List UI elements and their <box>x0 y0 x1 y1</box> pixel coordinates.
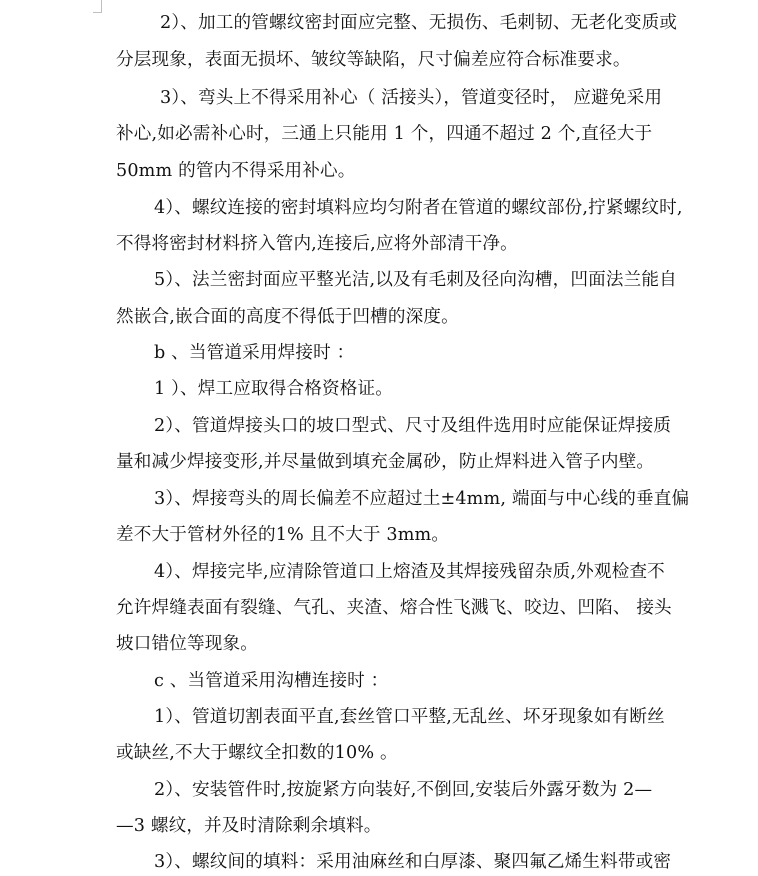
text-line: 2）、加工的管螺纹密封面应完整、无损伤、毛刺韧、无老化变质或 <box>160 13 678 33</box>
text-line: c 、当管道采用沟槽连接时 ： <box>154 671 389 691</box>
text-line: 4）、焊接完毕,应清除管道口上熔渣及其焊接残留杂质,外观检查不 <box>154 562 665 582</box>
text-line: —3 螺纹，并及时清除剩余填料。 <box>116 816 382 836</box>
text-line: 坡口错位等现象。 <box>116 634 258 654</box>
text-line: 1 ）、焊工应取得合格资格证。 <box>154 379 393 399</box>
text-line: 允许焊缝表面有裂缝、气孔、夹渣、熔合性飞溅飞、咬边、凹陷、 接头 <box>116 598 672 618</box>
text-line: 3）、螺纹间的填料：采用油麻丝和白厚漆、聚四氟乙烯生料带或密 <box>154 852 672 872</box>
text-line: 50mm 的管内不得采用补心。 <box>116 161 356 181</box>
text-line: 差不大于管材外径的1% 且不大于 3mm。 <box>116 525 450 545</box>
text-line: 5）、法兰密封面应平整光洁,以及有毛刺及径向沟槽，凹面法兰能自 <box>154 270 677 290</box>
text-line: b 、当管道采用焊接时 ： <box>154 343 355 363</box>
text-line: 1）、管道切割表面平直,套丝管口平整,无乱丝、坏牙现象如有断丝 <box>154 707 665 727</box>
text-line: 分层现象，表面无损坏、皱纹等缺陷，尺寸偏差应符合标准要求。 <box>116 50 631 70</box>
text-line: 3）、焊接弯头的周长偏差不应超过土±4mm, 端面与中心线的垂直偏 <box>154 489 690 509</box>
text-line: 补心,如必需补心时，三通上只能用 1 个，四通不超过 2 个,直径大于 <box>116 124 653 144</box>
text-line: 量和减少焊接变形,并尽量做到填充金属砂，防止焊料进入管子内壁。 <box>116 452 655 472</box>
text-line: 3）、弯头上不得采用补心（ 活接头），管道变径时， 应避免采用 <box>160 88 663 108</box>
text-line: 4）、螺纹连接的密封填料应均匀附者在管道的螺纹部份,拧紧螺纹时, <box>154 198 683 218</box>
text-line: 2）、管道焊接头口的坡口型式、尺寸及组件选用时应能保证焊接质 <box>154 416 672 436</box>
text-line: 或缺丝,不大于螺纹全扣数的10% 。 <box>116 743 398 763</box>
page-corner-mark <box>93 0 102 13</box>
text-line: 不得将密封材料挤入管内,连接后,应将外部清干净。 <box>116 234 518 254</box>
text-line: 然嵌合,嵌合面的高度不得低于凹槽的深度。 <box>116 307 459 327</box>
text-line: 2）、安装管件时,按旋紧方向装好,不倒回,安装后外露牙数为 2— <box>154 780 653 800</box>
